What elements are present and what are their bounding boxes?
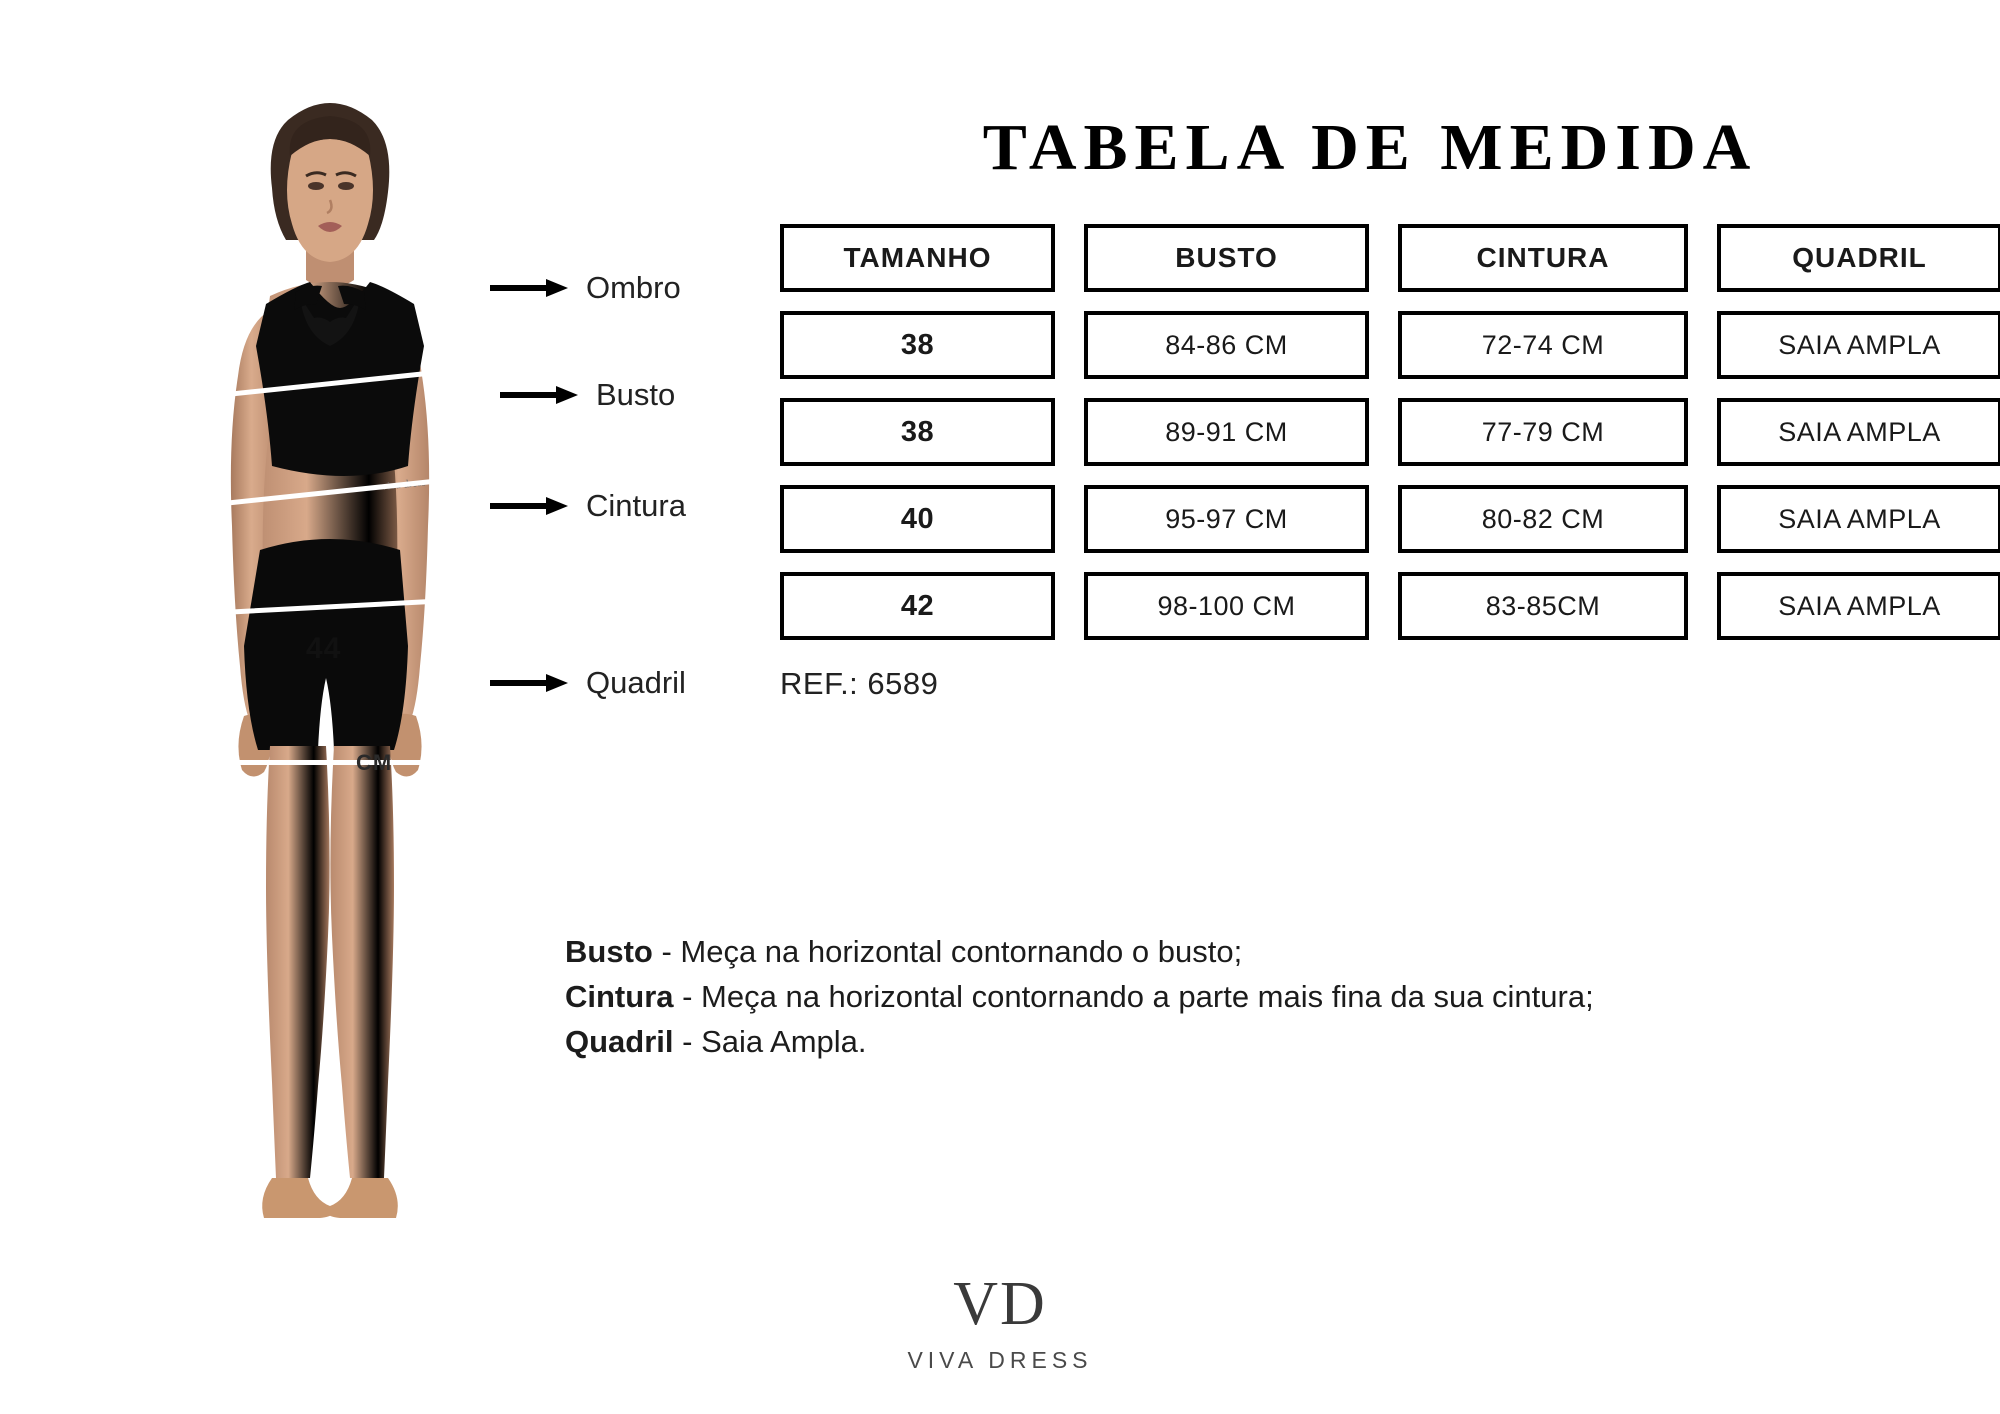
size-table-panel (780, 110, 1960, 702)
table-row (780, 485, 1960, 553)
note-term-quadril: Quadril (565, 1023, 674, 1059)
table-row (780, 311, 1960, 379)
label-row-cintura (490, 488, 686, 524)
size-table (780, 224, 1960, 640)
overlay-measure-number: 44 (306, 632, 342, 665)
cell-busto: 98-100 CM (1084, 572, 1369, 640)
cell-tamanho: 38 (780, 398, 1055, 466)
table-header-quadril: QUADRIL (1717, 224, 2000, 292)
note-busto (565, 930, 1955, 975)
cell-quadril: SAIA AMPLA (1717, 311, 2000, 379)
cell-tamanho: 42 (780, 572, 1055, 640)
table-header-tamanho: TAMANHO (780, 224, 1055, 292)
table-header-row (780, 224, 1960, 292)
cell-tamanho: 38 (780, 311, 1055, 379)
model-photo-panel (120, 60, 540, 1360)
label-row-busto (500, 377, 675, 413)
brand-footer (0, 1270, 2000, 1374)
table-header-cintura: CINTURA (1398, 224, 1688, 292)
model-illustration (120, 60, 540, 1360)
label-row-ombro (490, 270, 681, 306)
note-text-cintura: - Meça na horizontal contornando a parte mais fina da sua cintura; (673, 978, 1594, 1014)
page-title: TABELA DE MEDIDA (982, 111, 1758, 184)
cell-cintura: 72-74 CM (1398, 311, 1688, 379)
brand-name: VIVA DRESS (907, 1347, 1093, 1373)
cell-quadril: SAIA AMPLA (1717, 572, 2000, 640)
arrow-right-icon (500, 386, 578, 404)
table-row (780, 398, 1960, 466)
logo-monogram-icon: VD (953, 1270, 1047, 1338)
cell-cintura: 77-79 CM (1398, 398, 1688, 466)
arrow-right-icon (490, 674, 568, 692)
cell-busto: 95-97 CM (1084, 485, 1369, 553)
arrow-right-icon (490, 497, 568, 515)
cell-cintura: 83-85CM (1398, 572, 1688, 640)
measurement-instructions (565, 930, 1955, 1065)
table-header-busto: BUSTO (1084, 224, 1369, 292)
cell-quadril: SAIA AMPLA (1717, 398, 2000, 466)
arrow-right-icon (490, 279, 568, 297)
label-cintura: Cintura (586, 488, 686, 523)
note-text-busto: - Meça na horizontal contornando o busto; (652, 934, 1243, 969)
label-quadril: Quadril (586, 665, 686, 700)
note-quadril (565, 1020, 1955, 1065)
label-row-quadril (490, 665, 686, 701)
label-busto: Busto (596, 377, 676, 412)
guide-line-quadril (140, 760, 490, 765)
cell-cintura: 80-82 CM (1398, 485, 1688, 553)
table-row (780, 572, 1960, 640)
cell-tamanho: 40 (780, 485, 1055, 553)
label-ombro: Ombro (586, 270, 681, 305)
note-term-cintura: Cintura (565, 978, 674, 1014)
overlay-measure-unit: CM (356, 750, 393, 775)
cell-busto: 89-91 CM (1084, 398, 1369, 466)
note-term-busto: Busto (565, 934, 653, 969)
cell-busto: 84-86 CM (1084, 311, 1369, 379)
note-text-quadril: - Saia Ampla. (673, 1023, 867, 1059)
reference-code: REF.: 6589 (780, 666, 939, 701)
cell-quadril: SAIA AMPLA (1717, 485, 2000, 553)
note-cintura (565, 975, 1955, 1020)
